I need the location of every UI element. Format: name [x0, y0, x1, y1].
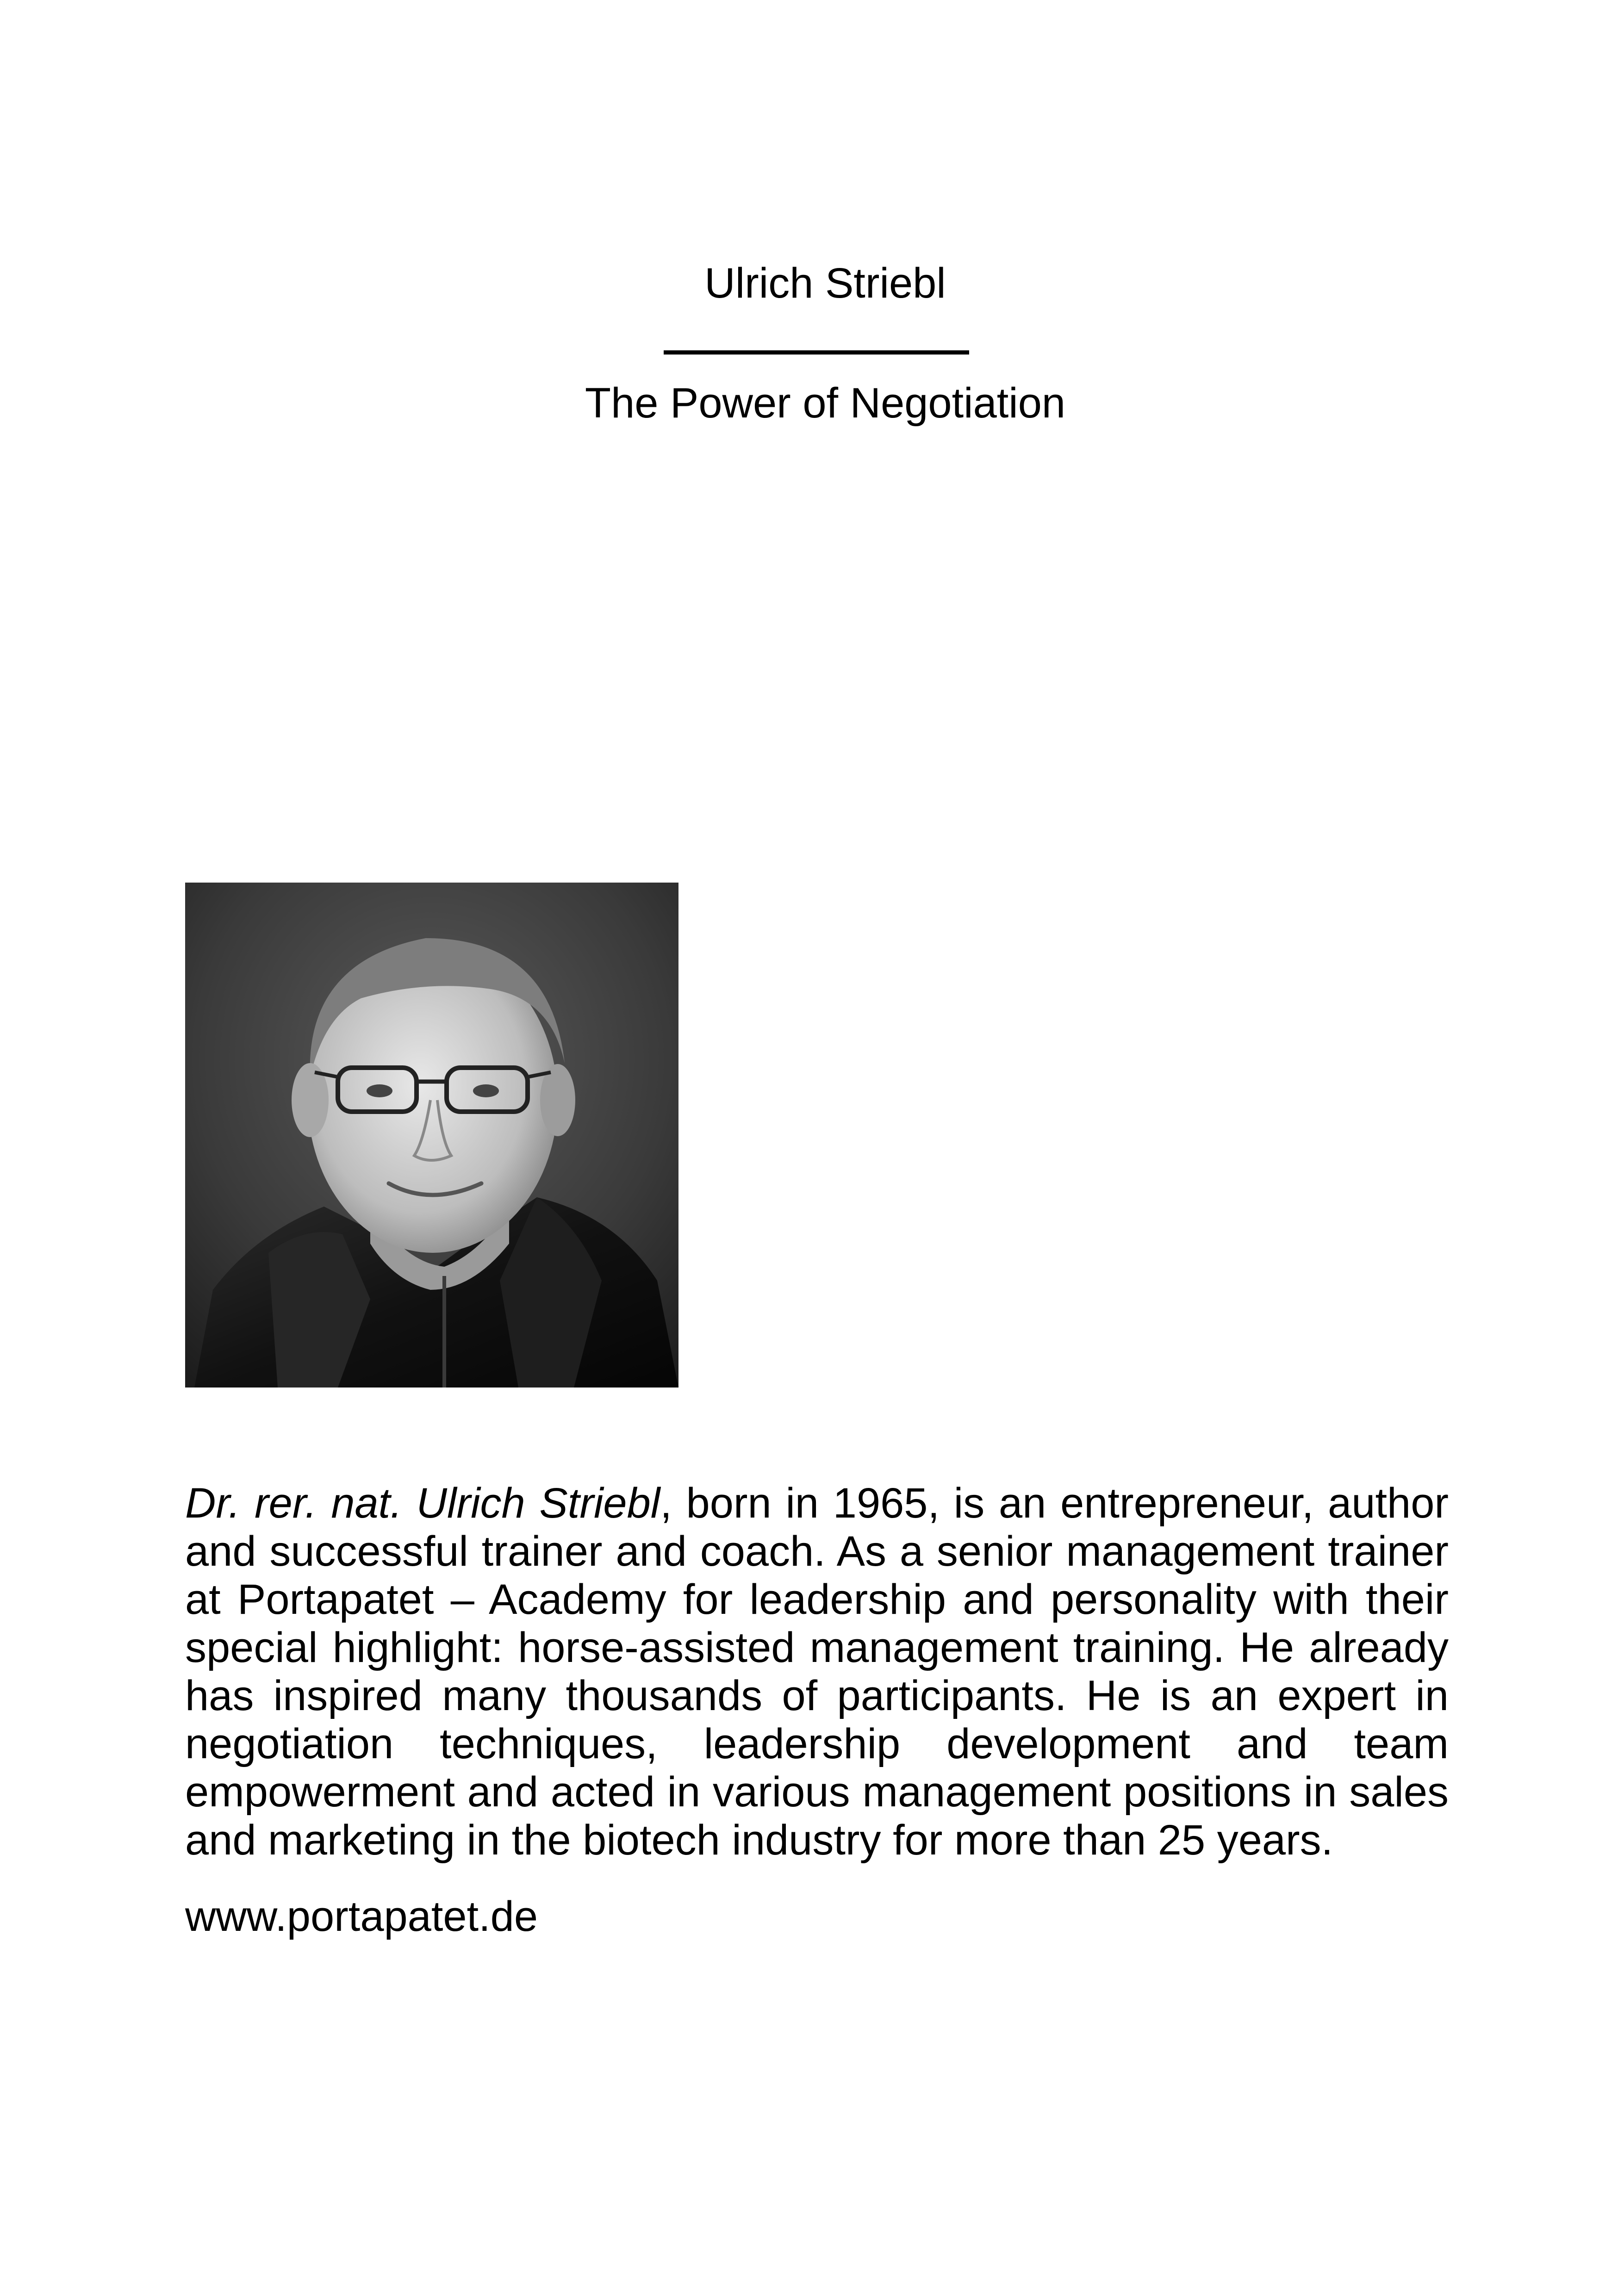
- author-credentials: Dr. rer. nat. Ulrich Striebl: [185, 1480, 660, 1527]
- portrait-photo: [185, 883, 678, 1388]
- author-name: Ulrich Striebl: [704, 260, 946, 307]
- website-url: www.portapatet.de: [185, 1893, 538, 1940]
- author-portrait: [185, 883, 678, 1388]
- biography-text: , born in 1965, is an entrepreneur, author and successful trainer and coach. As a senior management trainer at Portapatet – Academy for leadership and personality with their special highlight: horse-assisted management training. He already has inspired many thousands of participants. He is an expert in negotiation techniques, leadership development and team empowerment and acted in various management positions in sales and marketing in the biotech industry for more than 25 years.: [185, 1480, 1449, 1864]
- book-title: The Power of Negotiation: [585, 380, 1066, 427]
- author-biography: [185, 1479, 1449, 1864]
- title-divider: [664, 350, 969, 355]
